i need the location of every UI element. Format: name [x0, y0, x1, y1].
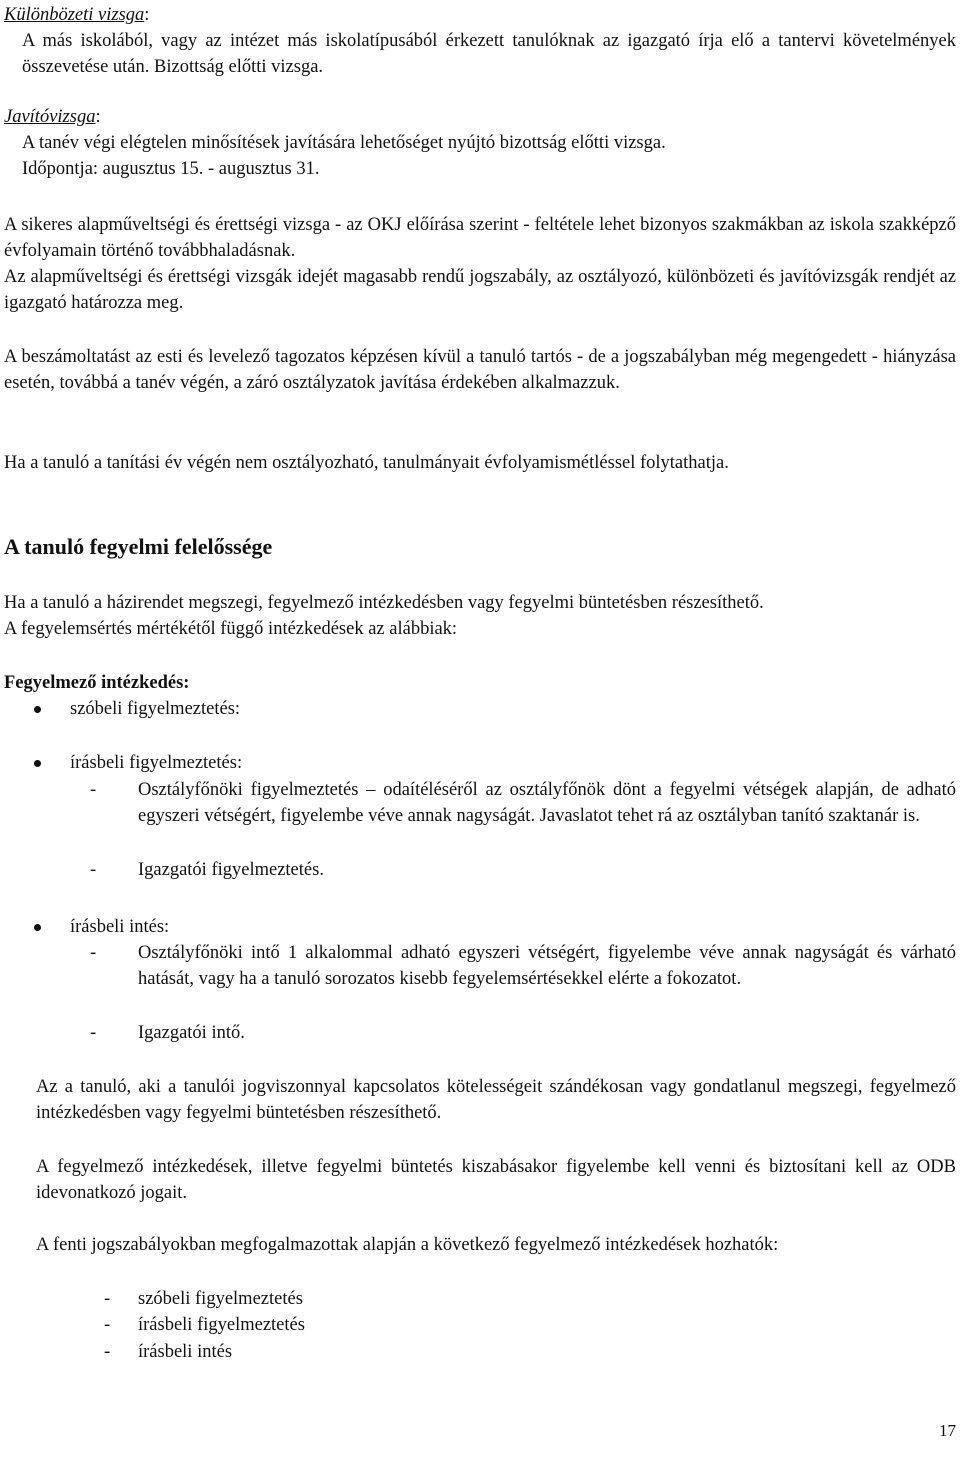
paragraph-2: Az alapműveltségi és érettségi vizsgák idejét magasabb rendű jogszabály, az osztályozó, különbözeti és javítóvizsgák rendjét az igazgató határozza meg. — [4, 267, 956, 313]
paragraph-b: A fegyelmező intézkedések, illetve fegyelmi büntetés kiszabásakor figyelembe kell venni és biztosítani kell az ODB idevonatkozó jogait. — [36, 1157, 956, 1203]
bullet-icon — [34, 760, 41, 767]
paragraph-3: A beszámoltatást az esti és levelező tagozatos képzésen kívül a tanuló tartós - de a jogszabályban még megengedett - hiányzása esetén, továbbá a tanév végén, a záró osztályzatok javítása érdekében alkalmazzuk. — [4, 347, 956, 393]
section-javito: Javítóvizsga: A tanév végi elégtelen minősítések javítására lehetőséget nyújtó bizottság előtti vizsga. Időpontja: augusztus 15. - augusztus 31. — [4, 104, 956, 182]
bullet-item: szóbeli figyelmeztetés: — [4, 696, 956, 722]
text-javito: A tanév végi elégtelen minősítések javítására lehetőséget nyújtó bizottság előtti vizsga. — [22, 133, 666, 153]
list-item: - Osztályfőnöki intő 1 alkalommal adható egyszeri vétségért, figyelembe véve annak nagyságát és várható hatását, vagy ha a tanuló sorozatos kisebb fegyelemsértésekkel elérte a fokozatot. — [90, 943, 956, 989]
intro-line-2: A fegyelemsértés mértékétől függő intézkedések az alábbiak: — [4, 619, 458, 639]
list-item: - Igazgatói intő. — [90, 1023, 245, 1043]
section-kulonbozeti: Különbözeti vizsga: A más iskolából, vagy az intézet más iskolatípusából érkezett tanulóknak az igazgató írja elő a tantervi követelmények összevetése után. Bizottság előtti vizsga. — [4, 2, 956, 80]
paragraph-a: Az a tanuló, aki a tanulói jogviszonnyal kapcsolatos kötelességeit szándékosan vagy gondatlanul megszegi, fegyelmező intézkedésben vagy fegyelmi büntetésben részesíthető. — [36, 1077, 956, 1123]
date-javito: Időpontja: augusztus 15. - augusztus 31. — [22, 159, 320, 179]
intro-line-1: Ha a tanuló a házirendet megszegi, fegyelmező intézkedésben vagy fegyelmi büntetésben részesíthető. — [4, 593, 764, 613]
bullet-item: írásbeli figyelmeztetés: — [4, 750, 956, 776]
list-item: - Igazgatói figyelmeztetés. — [90, 860, 324, 880]
paragraph-c: A fenti jogszabályokban megfogalmazottak alapján a következő fegyelmező intézkedések hozhatók: — [36, 1235, 779, 1255]
bullet-icon — [34, 706, 41, 713]
bullet-icon — [34, 924, 41, 931]
section-title: A tanuló fegyelmi felelőssége — [4, 534, 273, 559]
heading-kulonbozeti: Különbözeti vizsga — [4, 5, 145, 25]
page-number: 17 — [939, 1421, 956, 1440]
list-item: - Osztályfőnöki figyelmeztetés – odaítéléséről az osztályfőnök dönt a fegyelmi vétségek alapján, de adható egyszeri vétségért, figyelembe véve annak nagyságát. Javaslatot tehet rá az osztályban tanító szaktanár is. — [90, 780, 956, 826]
paragraph-1: A sikeres alapműveltségi és érettségi vizsga - az OKJ előírása szerint - feltétele lehet bizonyos szakmákban az iskola szakképző évfolyamain történő továbbhaladásnak. — [4, 215, 956, 261]
text-kulonbozeti: A más iskolából, vagy az intézet más iskolatípusából érkezett tanulóknak az igazgató írja elő a tantervi követelmények összevetése után. Bizottság előtti vizsga. — [22, 31, 956, 77]
list-item: - írásbeli intés — [104, 1342, 233, 1362]
intro-block — [4, 590, 956, 642]
subtitle: Fegyelmező intézkedés: — [4, 673, 190, 693]
list-item: - szóbeli figyelmeztetés — [104, 1289, 303, 1309]
bullet-item: írásbeli intés: — [4, 914, 956, 940]
list-item: - írásbeli figyelmeztetés — [104, 1315, 305, 1335]
paragraph-4: Ha a tanuló a tanítási év végén nem osztályozható, tanulmányait évfolyamismétléssel folytathatja. — [4, 453, 729, 473]
heading-javito: Javítóvizsga — [4, 107, 96, 127]
